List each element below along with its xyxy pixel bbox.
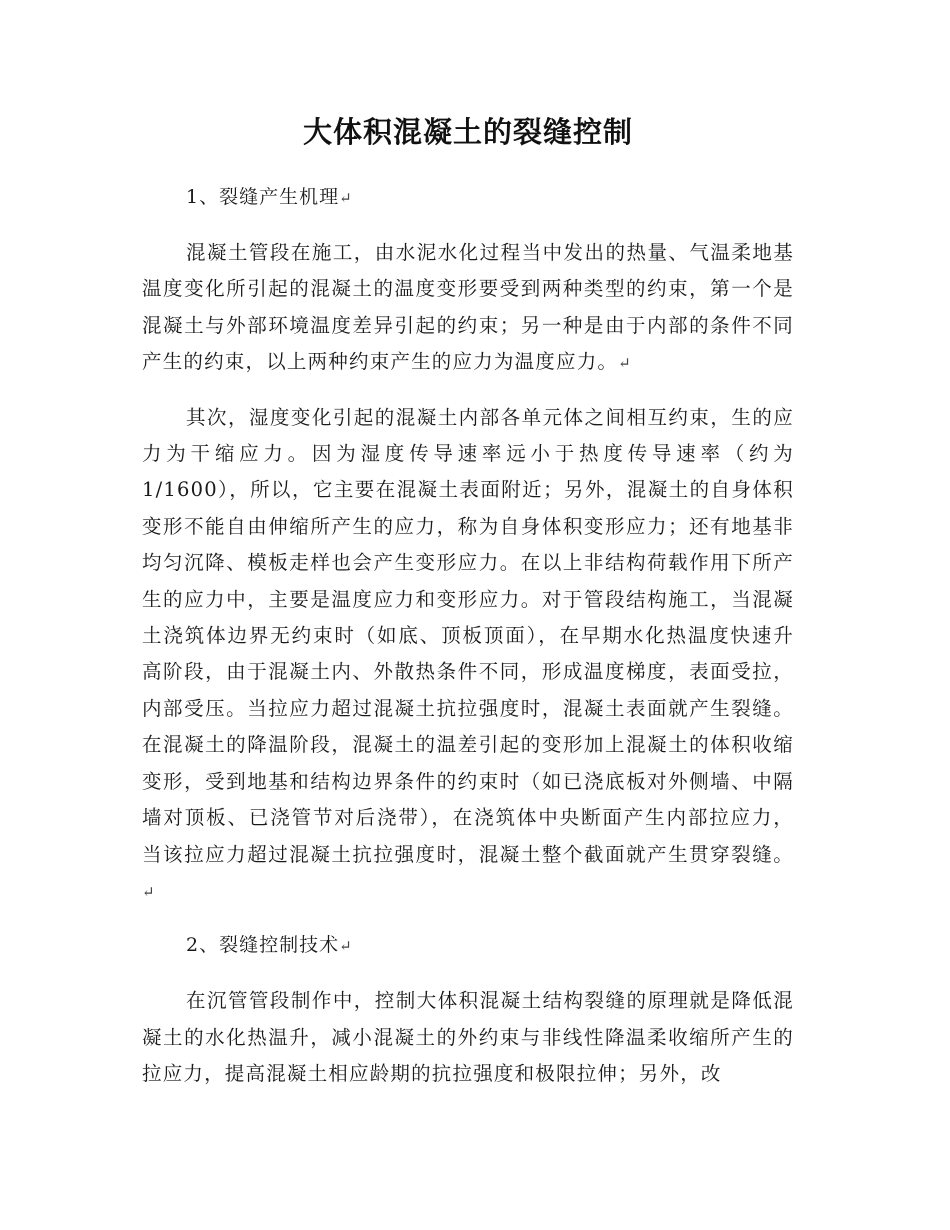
document-title: 大体积混凝土的裂缝控制: [302, 115, 633, 149]
section-1-paragraph-1: [142, 235, 794, 382]
section-1-heading: [142, 180, 794, 215]
section-1-paragraph-1-text: 混凝土管段在施工，由水泥水化过程当中发出的热量、气温柔地基温度变化所引起的混凝土的温度变形要受到两种类型的约束，第一个是混凝土与外部环境温度差异引起的约束；另一种是由于内部的条件不同产生的约束，以上两种约束产生的应力为温度应力。: [142, 241, 794, 374]
paragraph-mark-icon: ↵: [618, 354, 631, 373]
section-1-paragraph-2-text: 其次，湿度变化引起的混凝土内部各单元体之间相互约束，生的应力为干缩应力。因为湿度传导速率远小于热度传导速率（约为1/1600），所以，它主要在混凝土表面附近；另外，混凝土的自身体积变形不能自由伸缩所产生的应力，称为自身体积变形应力；还有地基非均匀沉降、模板走样也会产生变形应力。在以上非结构荷载作用下所产生的应力中，主要是温度应力和变形应力。对于管段结构施工，当混凝土浇筑体边界无约束时（如底、顶板顶面），在早期水化热温度快速升高阶段，由于混凝土内、外散热条件不同，形成温度梯度，表面受拉，内部受压。当拉应力超过混凝土抗拉强度时，混凝土表面就产生裂缝。在混凝土的降温阶段，混凝土的温差引起的变形加上混凝土的体积收缩变形，受到地基和结构边界条件的约束时（如已浇底板对外侧墙、中隔墙对顶板、已浇管节对后浇带），在浇筑体中央断面产生内部拉应力，当该拉应力超过混凝土抗拉强度时，混凝土整个截面就产生贯穿裂缝。: [142, 405, 794, 866]
section-1-heading-text: 1、裂缝产生机理: [186, 186, 340, 208]
section-2-heading-text: 2、裂缝控制技术: [186, 934, 340, 957]
section-2-paragraph-1-text: 在沉管管段制作中，控制大体积混凝土结构裂缝的原理就是降低混凝土的水化热温升，减小混凝土的外约束与非线性降温柔收缩所产生的拉应力，提高混凝土相应龄期的抗拉强度和极限拉伸；另外，改: [142, 989, 794, 1086]
section-2-heading: [142, 928, 794, 963]
section-1-paragraph-2: [142, 400, 794, 911]
paragraph-mark-icon: ↵: [339, 937, 352, 956]
paragraph-mark-icon: ↵: [339, 189, 352, 207]
paragraph-mark-icon: ↵: [142, 882, 155, 901]
section-2-paragraph-1: [142, 983, 794, 1092]
document-page: [142, 110, 794, 1111]
